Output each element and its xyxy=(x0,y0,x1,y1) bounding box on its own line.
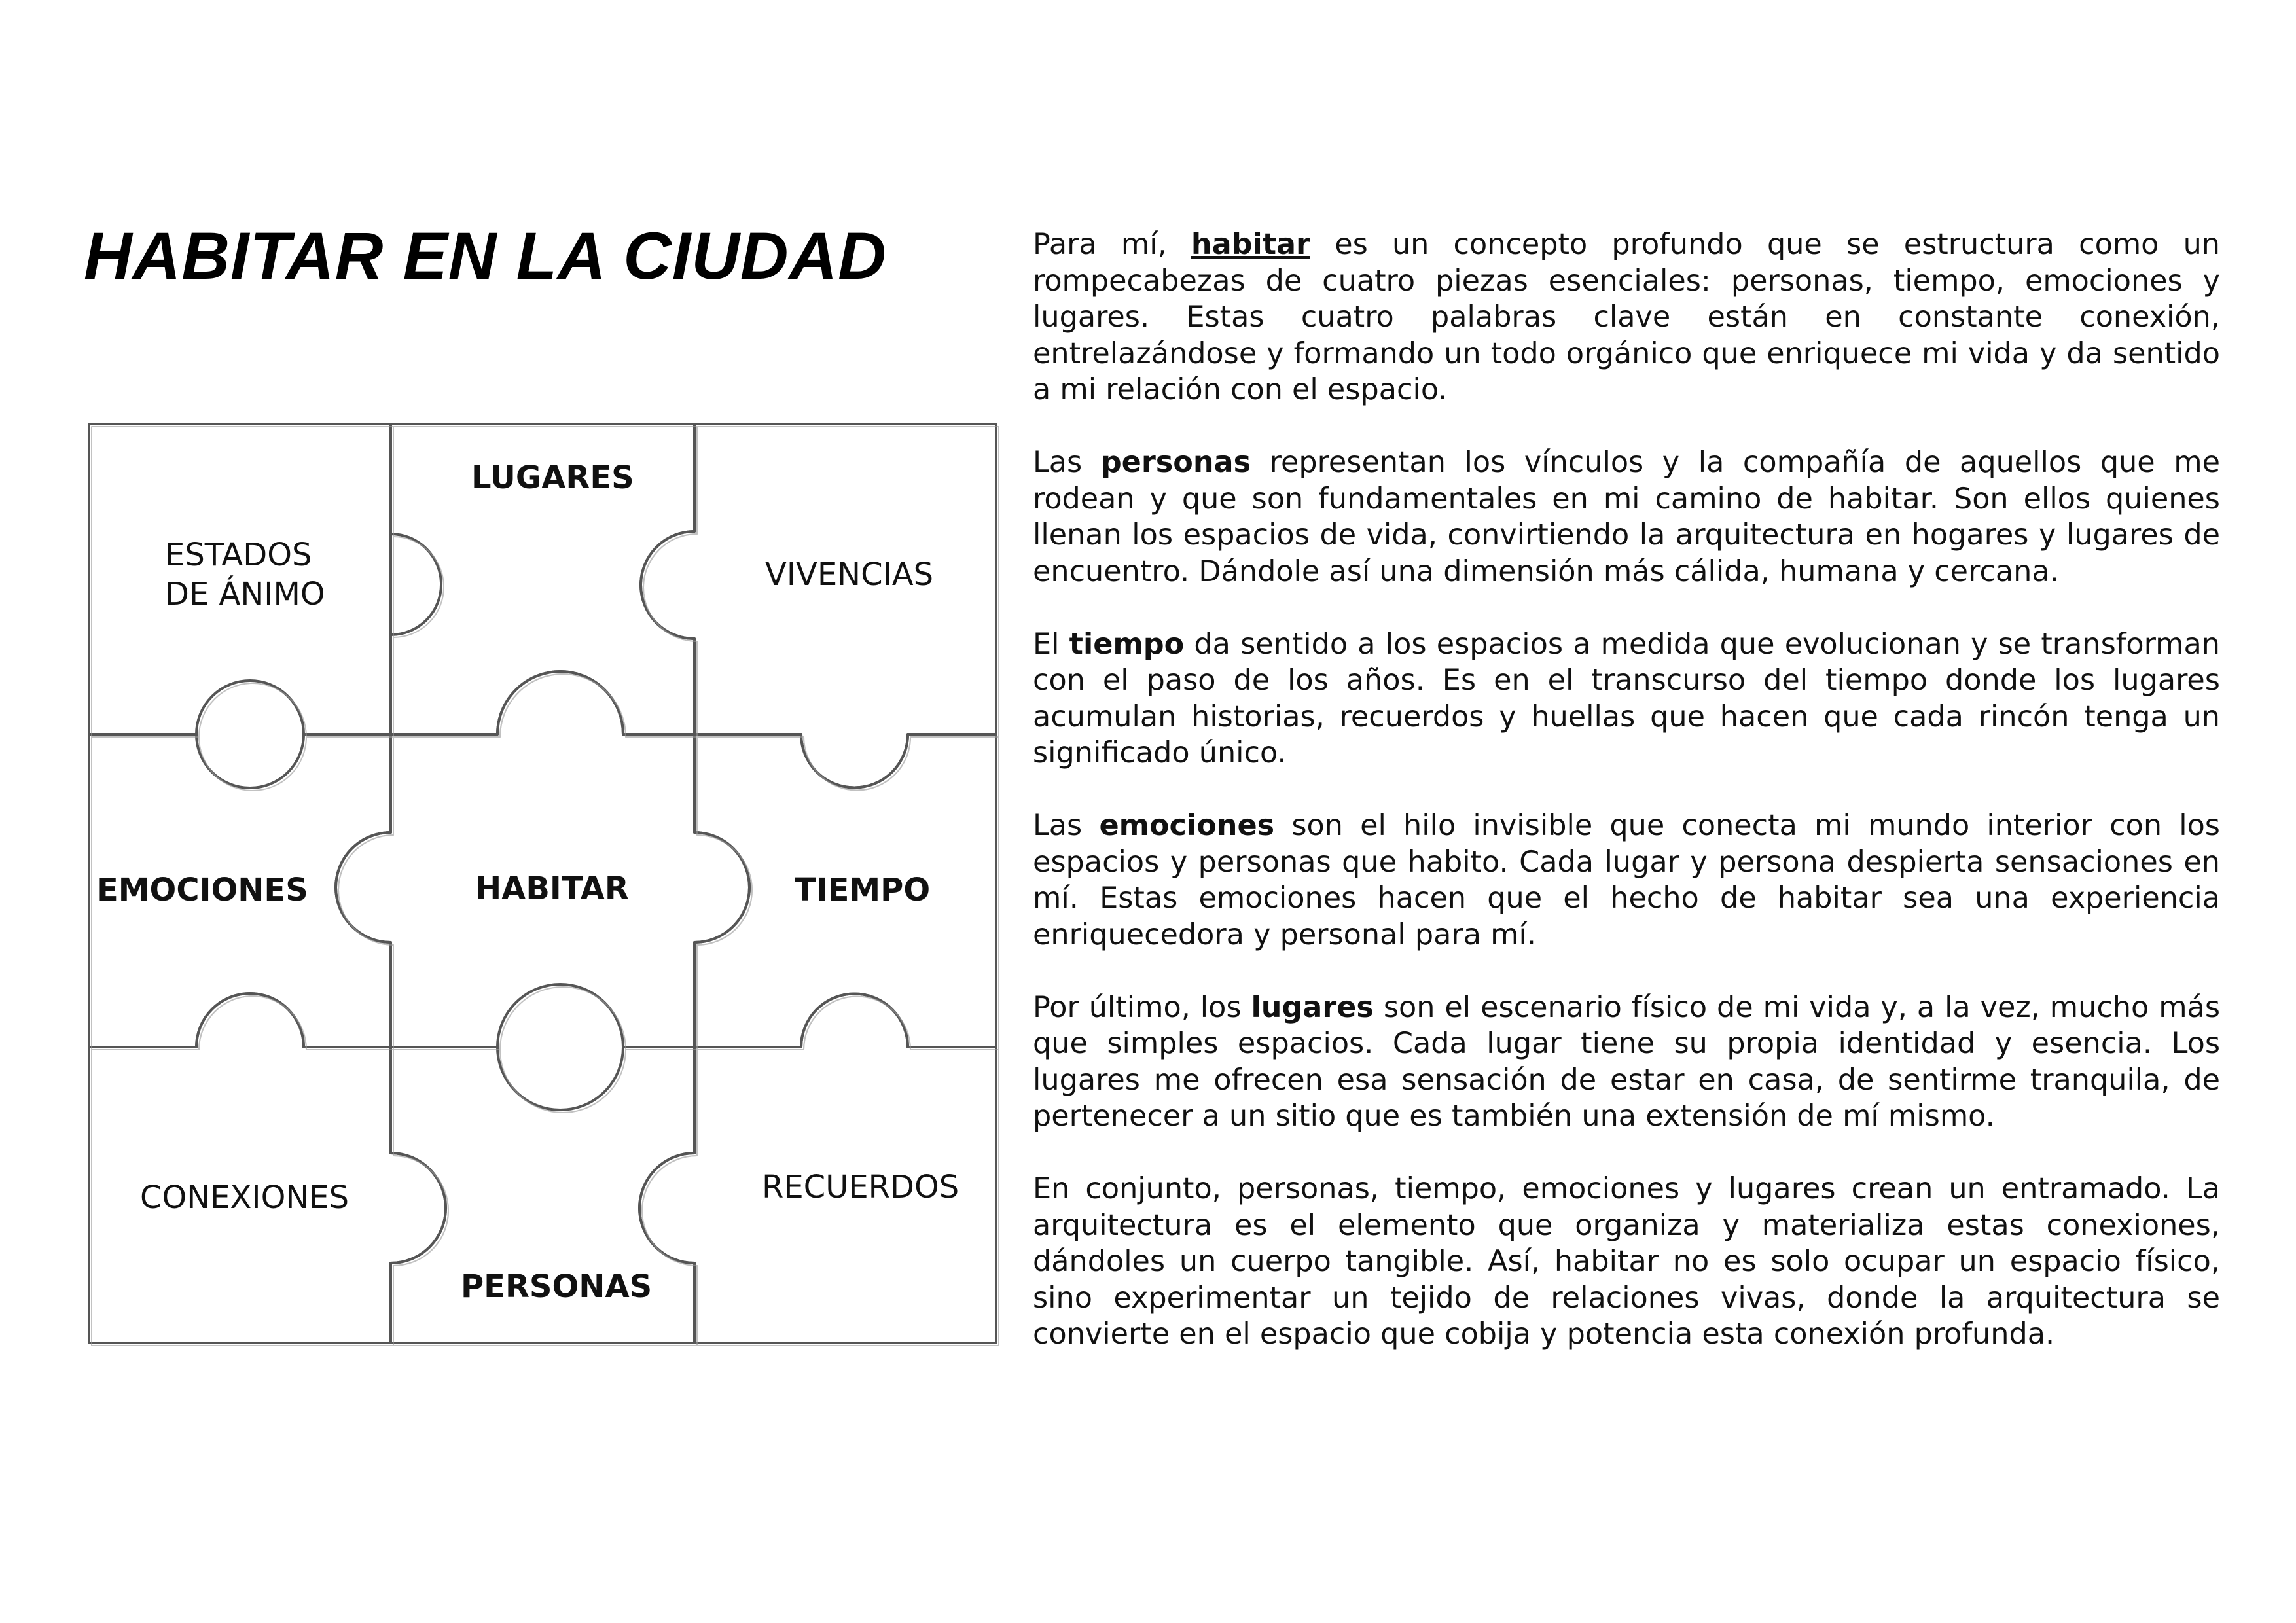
puzzle-diagram xyxy=(81,419,1004,1348)
text-run: Las xyxy=(1033,809,1100,842)
text-run: son el escenario físico de mi vida y, a la vez, mucho más que simples espacios. Cada lugar tiene su propia identidad y esencia. Los lugares me ofrecen esa sensación de estar en casa, de sentirme tranquila, de pertenecer a un sitio que es también una extensión de mí mismo. xyxy=(1033,990,2220,1133)
paragraph-tiempo xyxy=(1033,626,2220,772)
label-conexiones: CONEXIONES xyxy=(140,1179,350,1216)
keyword-emociones: emociones xyxy=(1099,809,1275,842)
text-run: Por último, los xyxy=(1033,990,1251,1024)
paragraph-emociones xyxy=(1033,808,2220,953)
label-vivencias: VIVENCIAS xyxy=(765,556,934,593)
paragraph-conclusion: En conjunto, personas, tiempo, emociones y lugares crean un entramado. La arquitectura es el elemento que organiza y materializa estas conexiones, dándoles un cuerpo tangible. Así, habitar no es solo ocupar un espacio físico, sino experimentar un tejido de relaciones vivas, donde la arquitectura se convierte en el espacio que cobija y potencia esta conexión profunda. xyxy=(1033,1172,2220,1351)
text-run: son el hilo invisible que conecta mi mundo interior con los espacios y personas que habito. Cada lugar y persona despierta sensaciones en mí. Estas emociones hacen que el hecho de habitar sea una experiencia enriquecedora y personal para mí. xyxy=(1033,809,2220,952)
text-run: Las xyxy=(1033,446,1101,479)
label-personas: PERSONAS xyxy=(461,1268,653,1305)
paragraph-habitar xyxy=(1033,226,2220,408)
keyword-tiempo: tiempo xyxy=(1069,627,1185,661)
label-de-animo: DE ÁNIMO xyxy=(165,576,325,613)
label-lugares: LUGARES xyxy=(471,459,634,496)
keyword-habitar: habitar xyxy=(1191,228,1310,261)
label-habitar: HABITAR xyxy=(475,870,629,907)
label-recuerdos: RECUERDOS xyxy=(762,1169,960,1205)
text-run: Para mí, xyxy=(1033,228,1191,261)
paragraph-personas xyxy=(1033,444,2220,590)
label-emociones: EMOCIONES xyxy=(97,872,308,908)
paragraph-lugares xyxy=(1033,990,2220,1135)
keyword-personas: personas xyxy=(1100,446,1251,479)
body-text xyxy=(1033,226,2220,1353)
text-run: da sentido a los espacios a medida que evolucionan y se transforman con el paso de los años. Es en el transcurso del tiempo donde los lugares acumulan historias, recuerdos y huellas que hacen que cada rincón tenga un significado único. xyxy=(1033,627,2220,770)
text-run: El xyxy=(1033,627,1069,661)
keyword-lugares: lugares xyxy=(1251,990,1374,1024)
label-tiempo: TIEMPO xyxy=(795,872,931,908)
text-run: es un concepto profundo que se estructura como un rompecabezas de cuatro piezas esenciales: personas, tiempo, emociones y lugares. Estas cuatro palabras clave están en constante conexión, entrelazándose y formando un todo orgánico que enriquece mi vida y da sentido a mi relación con el espacio. xyxy=(1033,228,2220,406)
page-title: HABITAR EN LA CIUDAD xyxy=(84,219,887,293)
text-run: representan los vínculos y la compañía de aquellos que me rodean y que son fundamentales en mi camino de habitar. Son ellos quienes llenan los espacios de vida, convirtiendo la arquitectura en hogares y lugares de encuentro. Dándole así una dimensión más cálida, humana y cercana. xyxy=(1033,446,2220,588)
label-estados: ESTADOS xyxy=(165,537,312,573)
